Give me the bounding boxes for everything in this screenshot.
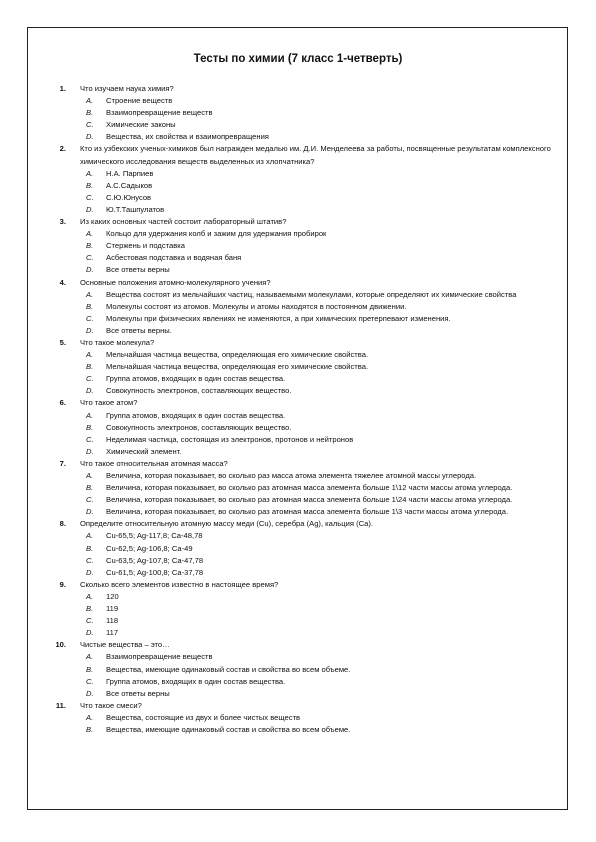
answer-option — [80, 688, 560, 700]
question-text: Определите относительную атомную массу меди (Cu), серебра (Ag), кальция (Ca). — [80, 519, 373, 529]
answer-option — [80, 264, 560, 276]
option-text: Мельчайшая частица вещества, определяющая его химические свойства. — [106, 350, 369, 360]
question-item — [40, 700, 560, 736]
option-letter: B. — [86, 180, 94, 190]
answer-option — [80, 119, 560, 131]
option-text: 119 — [106, 604, 119, 614]
question-number: 1. — [59, 84, 66, 93]
answer-option — [80, 530, 560, 542]
option-letter: D. — [86, 325, 94, 335]
answer-option — [80, 289, 560, 301]
question-number: 4. — [59, 277, 66, 287]
question-text: Что такое смеси? — [80, 700, 142, 710]
option-text: Молекулы состоят из атомов. Молекулы и атомы находятся в постоянном движении. — [106, 301, 407, 311]
option-letter: B. — [86, 664, 94, 674]
question-text: Чистые вещества – это… — [80, 640, 170, 650]
option-text: 118 — [106, 616, 119, 626]
question-number: 7. — [59, 458, 66, 468]
option-letter: A. — [86, 96, 94, 106]
answer-option — [80, 434, 560, 446]
answer-option — [80, 724, 560, 736]
option-letter: B. — [86, 301, 94, 311]
option-letter: D. — [86, 265, 94, 275]
option-letter: D. — [86, 446, 94, 456]
answer-option — [80, 301, 560, 313]
option-text: Вещества, имеющие одинаковый состав и свойства во всем объеме. — [106, 724, 351, 734]
option-text: Группа атомов, входящих в один состав вещества. — [106, 410, 286, 420]
question-text: Сколько всего элементов известно в настоящее время? — [80, 579, 279, 589]
answer-option — [80, 567, 560, 579]
option-text: Химический элемент. — [106, 446, 182, 456]
question-text: Что такое относительная атомная масса? — [80, 458, 228, 468]
option-text: Взаимопревращение веществ — [106, 652, 213, 662]
answer-options — [80, 591, 560, 639]
option-letter: B. — [86, 362, 94, 372]
answer-options — [80, 470, 560, 518]
answer-options — [80, 651, 560, 699]
question-number: 5. — [59, 337, 66, 347]
question-item — [40, 397, 560, 457]
option-letter: C. — [86, 434, 94, 444]
option-text: Н.А. Парпиев — [106, 168, 154, 178]
option-letter: A. — [86, 229, 94, 239]
option-text: Мельчайшая частица вещества, определяющая его химические свойства. — [106, 362, 369, 372]
option-letter: D. — [86, 204, 94, 214]
answer-options — [80, 530, 560, 578]
option-text: Асбестовая подставка и водяная баня — [106, 253, 242, 263]
option-text: Величина, которая показывает, во сколько раз атомная масса элемента больше 1\3 части массы атома углерода. — [106, 507, 509, 517]
answer-option — [80, 482, 560, 494]
answer-options — [80, 712, 560, 736]
answer-options — [80, 410, 560, 458]
option-letter: D. — [86, 507, 94, 517]
question-number: 6. — [59, 398, 66, 408]
question-text: Что такое атом? — [80, 398, 138, 408]
question-text: Основные положения атомно-молекулярного учения? — [80, 277, 271, 287]
answer-option — [80, 591, 560, 603]
option-letter: B. — [86, 422, 94, 432]
option-text: Взаимопревращение веществ — [106, 108, 213, 118]
option-letter: C. — [86, 555, 94, 565]
option-text: Неделимая частица, состоящая из электронов, протонов и нейтронов — [106, 434, 354, 444]
option-text: Строение веществ — [106, 96, 173, 106]
answer-option — [80, 180, 560, 192]
option-text: Все ответы верны. — [106, 325, 172, 335]
option-letter: A. — [86, 350, 94, 360]
page-title: Тесты по химии (7 класс 1-четверть) — [193, 53, 403, 65]
answer-option — [80, 361, 560, 373]
question-text: Из каких основных частей состоит лабораторный штатив? — [80, 217, 287, 227]
answer-option — [80, 349, 560, 361]
answer-option — [80, 506, 560, 518]
option-text: Все ответы верны — [106, 688, 170, 698]
option-text: Все ответы верны — [106, 265, 170, 275]
option-text: Группа атомов, входящих в один состав вещества. — [106, 676, 286, 686]
answer-option — [80, 192, 560, 204]
option-letter: B. — [86, 604, 94, 614]
question-number: 10. — [55, 640, 66, 650]
question-item — [40, 518, 560, 578]
option-text: Cu-62,5; Ag-106,8; Ca-49 — [106, 543, 193, 553]
option-text: Вещества, состоящие из двух и более чистых веществ — [106, 712, 301, 722]
option-text: А.С.Садыков — [106, 180, 153, 190]
question-number: 3. — [59, 217, 66, 227]
option-letter: C. — [86, 313, 94, 323]
option-letter: D. — [86, 628, 94, 638]
option-text: Величина, которая показывает, во сколько раз атомная масса элемента больше 1\24 части массы атома углерода. — [106, 495, 513, 505]
option-text: Вещества состоят из мельчайших частиц, называемыми молекулами, которые определяют их химические свойства — [106, 289, 517, 299]
answer-options — [80, 95, 560, 143]
option-letter: D. — [86, 386, 94, 396]
answer-option — [80, 615, 560, 627]
question-number: 2. — [59, 144, 66, 154]
option-letter: C. — [86, 616, 94, 626]
option-letter: B. — [86, 543, 94, 553]
question-number: 8. — [59, 519, 66, 529]
question-number: 9. — [59, 579, 66, 589]
option-letter: C. — [86, 676, 94, 686]
question-item — [40, 216, 560, 276]
question-text: Что изучаем наука химия? — [80, 84, 174, 93]
question-list — [40, 83, 560, 736]
answer-option — [80, 168, 560, 180]
question-text: Кто из узбекских ученых-химиков был награжден медалью им. Д.И. Менделеева за работы, посвященные результатам комплексного химического исследования веществ выделенных из хлопчатника? — [80, 144, 551, 166]
option-letter: A. — [86, 712, 94, 722]
option-letter: D. — [86, 688, 94, 698]
option-text: Группа атомов, входящих в один состав вещества. — [106, 374, 286, 384]
question-item — [40, 639, 560, 699]
option-letter: A. — [86, 471, 94, 480]
option-letter: C. — [86, 120, 94, 130]
answer-option — [80, 422, 560, 434]
answer-option — [80, 543, 560, 555]
answer-option — [80, 373, 560, 385]
option-letter: A. — [86, 652, 94, 662]
answer-option — [80, 107, 560, 119]
answer-option — [80, 410, 560, 422]
option-text: Вещества, их свойства и взаимопревращения — [106, 132, 269, 142]
answer-option — [80, 95, 560, 107]
option-letter: C. — [86, 253, 94, 263]
option-letter: A. — [86, 410, 94, 420]
option-text: Совокупность электронов, составляющих вещество. — [106, 422, 292, 432]
answer-option — [80, 240, 560, 252]
option-text: Cu-65,5; Ag-117,8; Ca-48,78 — [106, 531, 203, 541]
option-text: 120 — [106, 591, 119, 601]
question-number: 11. — [55, 700, 66, 710]
answer-option — [80, 712, 560, 724]
answer-option — [80, 252, 560, 264]
option-text: Величина, которая показывает, во сколько раз масса атома элемента тяжелее атомной массы углерода. — [106, 471, 477, 480]
option-text: Ю.Т.Ташпулатов — [106, 204, 165, 214]
option-text: С.Ю.Юнусов — [106, 192, 152, 202]
question-item — [40, 579, 560, 639]
option-text: Величина, которая показывает, во сколько раз атомная масса элемента больше 1\12 части массы атома углерода. — [106, 483, 513, 493]
question-text: Что такое молекула? — [80, 337, 155, 347]
answer-options — [80, 289, 560, 337]
option-text: Молекулы при физических явлениях не изменяются, а при химических претерпевают изменения. — [106, 313, 451, 323]
answer-option — [80, 204, 560, 216]
answer-option — [80, 494, 560, 506]
option-letter: D. — [86, 567, 94, 577]
answer-option — [80, 313, 560, 325]
answer-option — [80, 385, 560, 397]
option-letter: B. — [86, 241, 94, 251]
option-text: Кольцо для удержания колб и зажим для удержания пробирок — [106, 229, 327, 239]
answer-option — [80, 131, 560, 143]
question-item — [40, 83, 560, 143]
answer-option — [80, 603, 560, 615]
answer-option — [80, 228, 560, 240]
answer-option — [80, 676, 560, 688]
option-letter: B. — [86, 724, 94, 734]
option-text: Стержень и подставка — [106, 241, 185, 251]
option-letter: A. — [86, 289, 94, 299]
option-letter: A. — [86, 168, 94, 178]
question-item — [40, 277, 560, 337]
answer-option — [80, 651, 560, 663]
option-letter: B. — [86, 108, 94, 118]
option-letter: B. — [86, 483, 94, 493]
answer-options — [80, 168, 560, 216]
option-letter: D. — [86, 132, 94, 142]
option-letter: A. — [86, 591, 94, 601]
option-text: Совокупность электронов, составляющих вещество. — [106, 386, 292, 396]
question-item — [40, 337, 560, 397]
answer-option — [80, 555, 560, 567]
answer-option — [80, 664, 560, 676]
option-text: 117 — [106, 628, 119, 638]
answer-option — [80, 470, 560, 482]
option-text: Cu-63,5; Ag-107,8; Ca-47,78 — [106, 555, 204, 565]
answer-options — [80, 349, 560, 397]
option-letter: C. — [86, 192, 94, 202]
option-letter: A. — [86, 531, 94, 541]
answer-option — [80, 325, 560, 337]
option-letter: C. — [86, 495, 94, 505]
option-letter: C. — [86, 374, 94, 384]
option-text: Вещества, имеющие одинаковый состав и свойства во всем объеме. — [106, 664, 351, 674]
question-item — [40, 143, 560, 216]
answer-options — [80, 228, 560, 276]
answer-option — [80, 446, 560, 458]
option-text: Химические законы — [106, 120, 176, 130]
option-text: Cu-61,5; Ag-100,8; Ca-37,78 — [106, 567, 204, 577]
answer-option — [80, 627, 560, 639]
question-item — [40, 458, 560, 518]
